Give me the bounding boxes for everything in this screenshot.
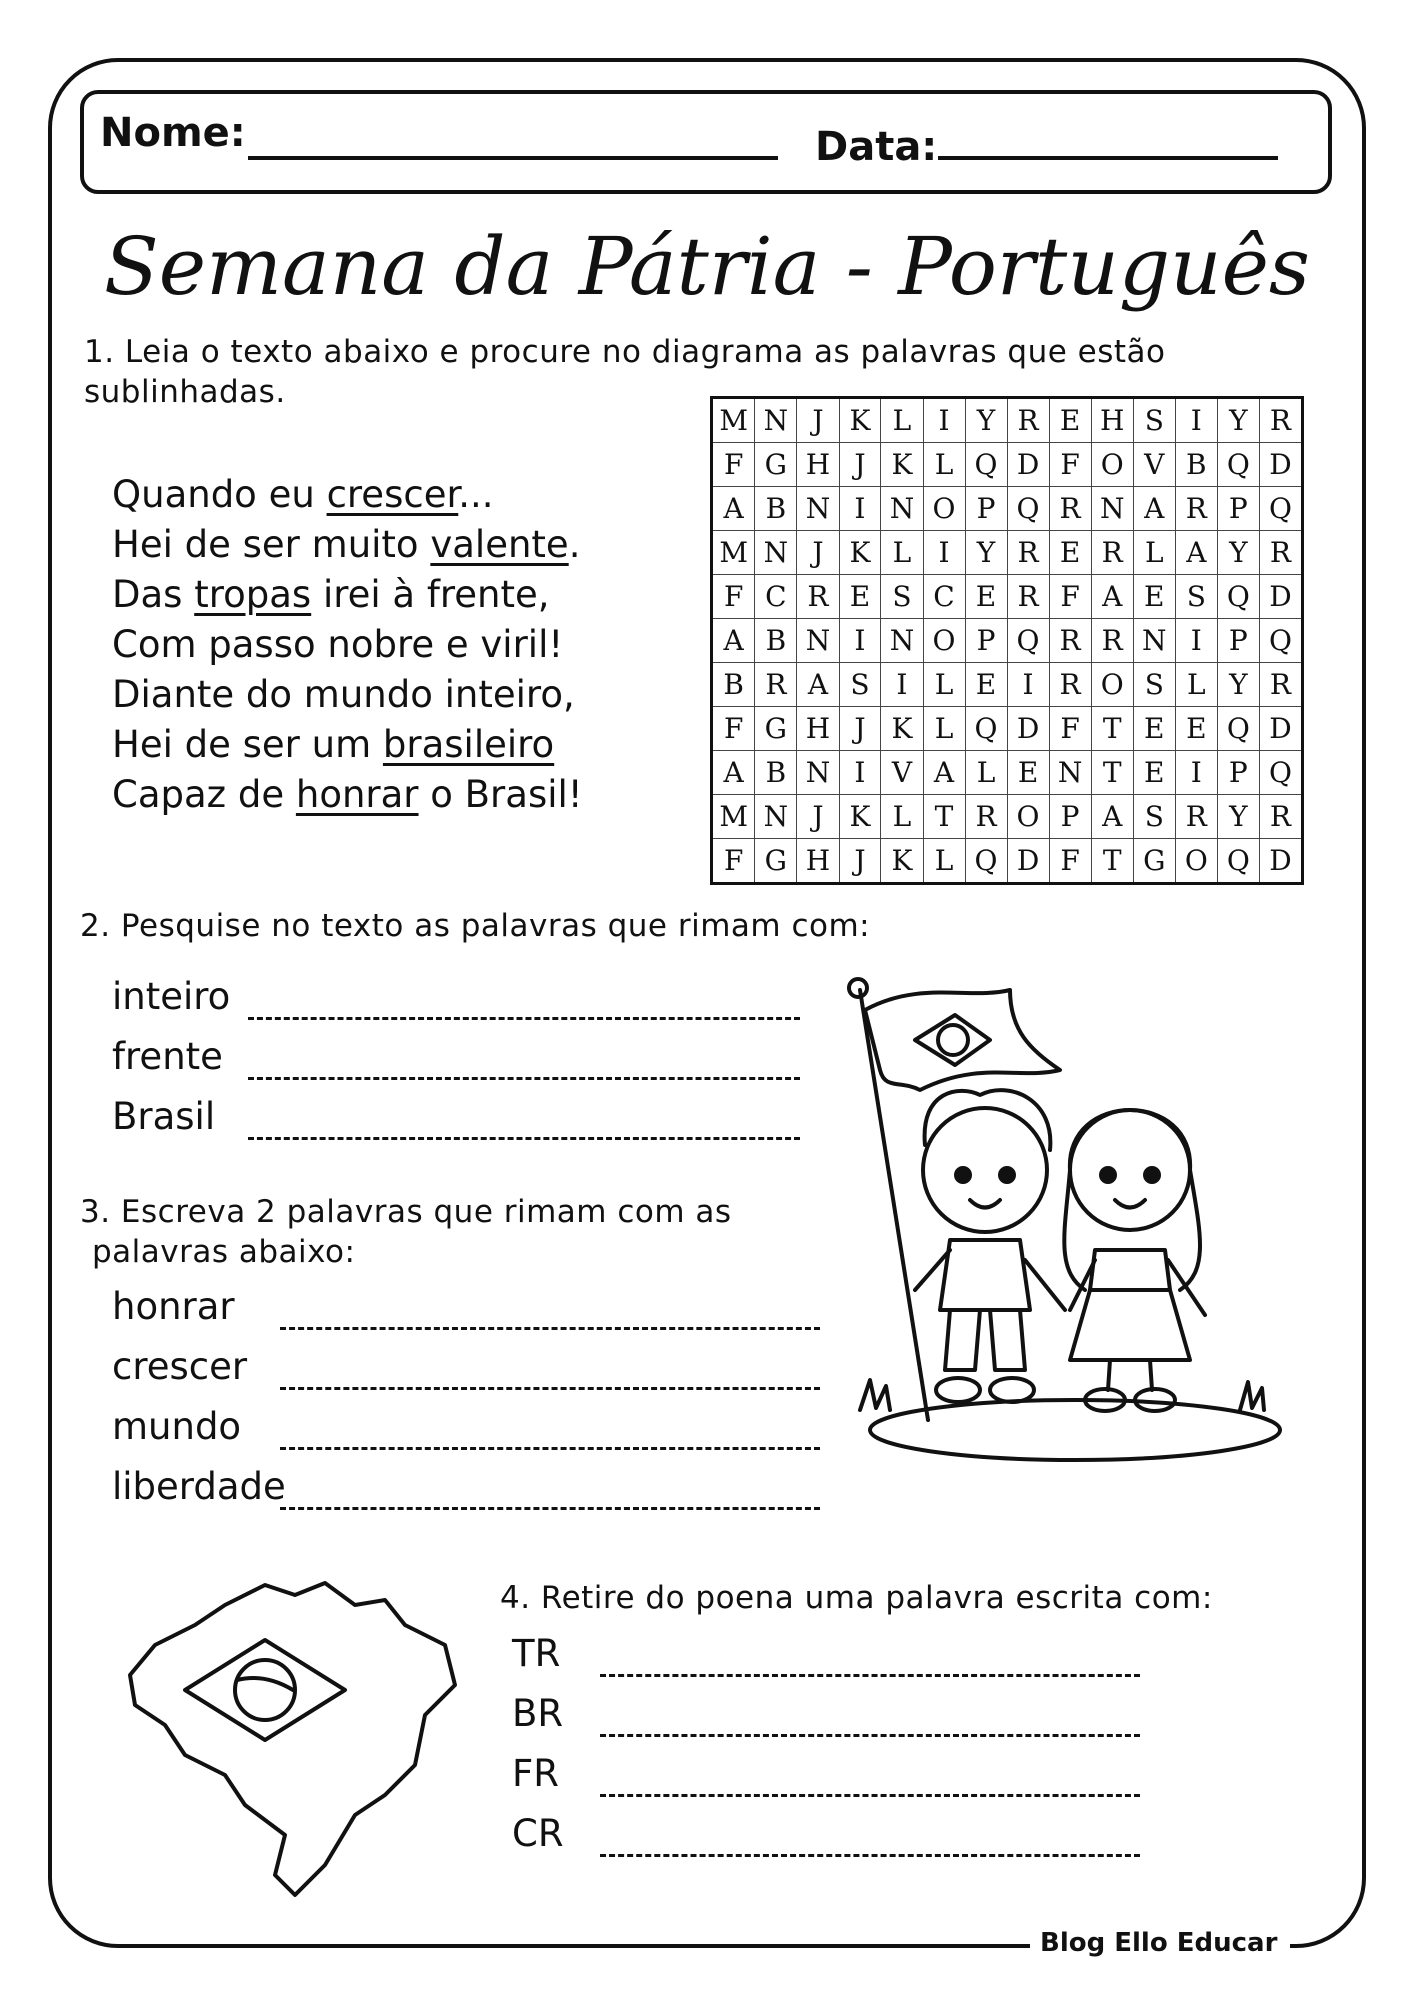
- grid-letter[interactable]: A: [1091, 795, 1133, 839]
- grid-letter[interactable]: R: [1091, 531, 1133, 575]
- q3-word-label: liberdade: [112, 1465, 286, 1508]
- grid-letter[interactable]: Q: [965, 443, 1007, 487]
- q1-instruction: 1. Leia o texto abaixo e procure no diagrama as palavras que estão sublinhadas.: [84, 334, 1166, 410]
- grid-letter[interactable]: C: [755, 575, 797, 619]
- grid-letter[interactable]: I: [1175, 751, 1217, 795]
- grid-letter[interactable]: L: [1133, 531, 1175, 575]
- grid-letter[interactable]: F: [712, 575, 755, 619]
- grid-letter[interactable]: R: [1259, 663, 1302, 707]
- grid-letter[interactable]: T: [1091, 707, 1133, 751]
- grid-row: [712, 839, 1303, 884]
- grid-letter[interactable]: A: [712, 619, 755, 663]
- grid-row: [712, 575, 1303, 619]
- grid-row: [712, 751, 1303, 795]
- grid-letter[interactable]: P: [1049, 795, 1091, 839]
- grid-letter[interactable]: I: [1175, 619, 1217, 663]
- grid-letter[interactable]: P: [1217, 751, 1259, 795]
- grid-letter[interactable]: J: [797, 398, 839, 443]
- grid-letter[interactable]: R: [1049, 487, 1091, 531]
- grid-letter[interactable]: K: [839, 398, 881, 443]
- name-field[interactable]: [248, 156, 778, 160]
- grid-letter[interactable]: A: [1133, 487, 1175, 531]
- grid-letter[interactable]: I: [923, 398, 965, 443]
- grid-letter[interactable]: M: [712, 795, 755, 839]
- q4-prefix-label: FR: [512, 1752, 559, 1795]
- grid-letter[interactable]: F: [1049, 575, 1091, 619]
- poem-text: irei à frente,: [311, 573, 550, 616]
- grid-letter[interactable]: A: [923, 751, 965, 795]
- underlined-word: honrar: [295, 773, 419, 816]
- underlined-word: tropas: [194, 573, 312, 616]
- grid-letter[interactable]: M: [712, 398, 755, 443]
- poem-text: Hei de ser muito: [112, 523, 431, 566]
- poem-line: [112, 720, 583, 770]
- grid-letter[interactable]: A: [712, 487, 755, 531]
- grid-letter[interactable]: E: [1133, 751, 1175, 795]
- grid-letter[interactable]: R: [1007, 531, 1049, 575]
- underlined-word: brasileiro: [382, 723, 555, 766]
- grid-letter[interactable]: B: [1175, 443, 1217, 487]
- grid-letter[interactable]: E: [1175, 707, 1217, 751]
- grid-letter[interactable]: E: [1133, 575, 1175, 619]
- grid-letter[interactable]: K: [881, 839, 923, 884]
- grid-letter[interactable]: N: [755, 531, 797, 575]
- grid-letter[interactable]: L: [881, 398, 923, 443]
- grid-letter[interactable]: F: [712, 707, 755, 751]
- poem-line: [112, 520, 583, 570]
- grid-letter[interactable]: D: [1259, 575, 1302, 619]
- grid-row: [712, 487, 1303, 531]
- grid-row: [712, 531, 1303, 575]
- grid-letter[interactable]: L: [923, 443, 965, 487]
- grid-letter[interactable]: Y: [965, 398, 1007, 443]
- footer-credit: Blog Ello Educar: [1040, 1928, 1278, 1958]
- header-box: [80, 90, 1332, 194]
- grid-letter[interactable]: N: [1133, 619, 1175, 663]
- grid-letter[interactable]: I: [881, 663, 923, 707]
- grid-letter[interactable]: P: [965, 487, 1007, 531]
- q4-prefix-answer-line[interactable]: [600, 1734, 1140, 1737]
- grid-letter[interactable]: M: [712, 531, 755, 575]
- q4-instruction: 4. Retire do poena uma palavra escrita com:: [500, 1580, 1213, 1616]
- grid-letter[interactable]: L: [965, 751, 1007, 795]
- grid-letter[interactable]: O: [923, 487, 965, 531]
- grid-letter[interactable]: J: [797, 531, 839, 575]
- grid-letter[interactable]: R: [1175, 795, 1217, 839]
- grid-letter[interactable]: R: [1259, 531, 1302, 575]
- grid-row: [712, 707, 1303, 751]
- grid-letter[interactable]: Q: [1259, 751, 1302, 795]
- grid-letter[interactable]: N: [797, 751, 839, 795]
- grid-letter[interactable]: B: [755, 619, 797, 663]
- grid-row: [712, 619, 1303, 663]
- q4-prefix-label: TR: [512, 1632, 561, 1675]
- poem-text: o Brasil!: [418, 773, 583, 816]
- poem-line: [112, 470, 583, 520]
- grid-letter[interactable]: R: [797, 575, 839, 619]
- grid-letter[interactable]: K: [839, 795, 881, 839]
- grid-letter[interactable]: Q: [1217, 707, 1259, 751]
- grid-row: [712, 398, 1303, 443]
- grid-letter[interactable]: R: [965, 795, 1007, 839]
- grid-letter[interactable]: V: [1133, 443, 1175, 487]
- q2-word-label: inteiro: [112, 975, 231, 1018]
- children-flag-illustration: [840, 970, 1290, 1470]
- grid-letter[interactable]: O: [1007, 795, 1049, 839]
- q2-word-answer-line[interactable]: [248, 1137, 800, 1140]
- date-field[interactable]: [938, 156, 1278, 160]
- grid-letter[interactable]: B: [755, 487, 797, 531]
- grid-letter[interactable]: E: [965, 575, 1007, 619]
- grid-letter[interactable]: S: [1175, 575, 1217, 619]
- grid-letter[interactable]: C: [923, 575, 965, 619]
- q2-word-label: frente: [112, 1035, 223, 1078]
- q2-word-label: Brasil: [112, 1095, 216, 1138]
- q3-word-answer-line[interactable]: [280, 1387, 820, 1390]
- poem-text: Das: [112, 573, 195, 616]
- q3-word-answer-line[interactable]: [280, 1327, 820, 1330]
- q3-word-label: mundo: [112, 1405, 242, 1448]
- grid-letter[interactable]: Y: [965, 531, 1007, 575]
- q3-word-label: honrar: [112, 1285, 235, 1328]
- grid-letter[interactable]: L: [923, 839, 965, 884]
- grid-letter[interactable]: D: [1259, 443, 1302, 487]
- grid-letter[interactable]: D: [1259, 707, 1302, 751]
- q3-word-label: crescer: [112, 1345, 248, 1388]
- poem-line: [112, 620, 583, 670]
- grid-letter[interactable]: L: [1175, 663, 1217, 707]
- grid-letter[interactable]: K: [881, 443, 923, 487]
- grid-letter[interactable]: R: [755, 663, 797, 707]
- q3-word-answer-line[interactable]: [280, 1507, 820, 1510]
- poem-text: ...: [458, 473, 494, 516]
- grid-row: [712, 663, 1303, 707]
- grid-letter[interactable]: R: [1007, 575, 1049, 619]
- grid-letter[interactable]: F: [1049, 839, 1091, 884]
- q2-word-answer-line[interactable]: [248, 1017, 800, 1020]
- grid-letter[interactable]: Q: [1217, 575, 1259, 619]
- grid-letter[interactable]: Q: [1007, 619, 1049, 663]
- poem-line: [112, 570, 583, 620]
- grid-letter[interactable]: O: [1091, 663, 1133, 707]
- grid-letter[interactable]: G: [755, 443, 797, 487]
- q4-prefix-answer-line[interactable]: [600, 1794, 1140, 1797]
- q2-word-answer-line[interactable]: [248, 1077, 800, 1080]
- grid-letter[interactable]: T: [923, 795, 965, 839]
- grid-letter[interactable]: A: [712, 751, 755, 795]
- grid-letter[interactable]: P: [1217, 487, 1259, 531]
- q4-prefix-answer-line[interactable]: [600, 1854, 1140, 1857]
- grid-letter[interactable]: N: [881, 487, 923, 531]
- grid-letter[interactable]: P: [1217, 619, 1259, 663]
- q4-prefix-label: CR: [512, 1812, 564, 1855]
- grid-letter[interactable]: B: [755, 751, 797, 795]
- grid-letter[interactable]: S: [1133, 398, 1175, 443]
- grid-letter[interactable]: E: [839, 575, 881, 619]
- grid-letter[interactable]: E: [1049, 398, 1091, 443]
- grid-letter[interactable]: F: [712, 839, 755, 884]
- q3-word-answer-line[interactable]: [280, 1447, 820, 1450]
- poem-text: Diante do mundo inteiro,: [112, 673, 575, 716]
- grid-letter[interactable]: I: [839, 751, 881, 795]
- grid-letter[interactable]: L: [881, 795, 923, 839]
- poem-text: Com passo nobre e viril!: [112, 623, 564, 666]
- grid-letter[interactable]: J: [839, 443, 881, 487]
- grid-letter[interactable]: Y: [1217, 398, 1259, 443]
- underlined-word: crescer: [326, 473, 459, 516]
- q4-prefix-answer-line[interactable]: [600, 1674, 1140, 1677]
- grid-letter[interactable]: D: [1007, 707, 1049, 751]
- grid-letter[interactable]: S: [1133, 795, 1175, 839]
- grid-letter[interactable]: Q: [1217, 443, 1259, 487]
- poem: [112, 470, 583, 820]
- grid-letter[interactable]: Y: [1217, 795, 1259, 839]
- grid-letter[interactable]: N: [755, 795, 797, 839]
- grid-letter[interactable]: R: [1091, 619, 1133, 663]
- grid-letter[interactable]: K: [881, 707, 923, 751]
- grid-letter[interactable]: Q: [965, 707, 1007, 751]
- grid-letter[interactable]: I: [1007, 663, 1049, 707]
- grid-letter[interactable]: R: [1259, 795, 1302, 839]
- grid-letter[interactable]: N: [881, 619, 923, 663]
- grid-letter[interactable]: Q: [1217, 839, 1259, 884]
- grid-letter[interactable]: E: [965, 663, 1007, 707]
- grid-letter[interactable]: T: [1091, 839, 1133, 884]
- page-title: Semana da Pátria - Português: [104, 220, 1310, 313]
- grid-letter[interactable]: N: [797, 619, 839, 663]
- grid-letter[interactable]: J: [839, 839, 881, 884]
- grid-letter[interactable]: O: [923, 619, 965, 663]
- grid-letter[interactable]: S: [839, 663, 881, 707]
- grid-letter[interactable]: R: [1175, 487, 1217, 531]
- poem-text: Quando eu: [112, 473, 327, 516]
- grid-letter[interactable]: A: [797, 663, 839, 707]
- grid-letter[interactable]: O: [1091, 443, 1133, 487]
- grid-letter[interactable]: F: [1049, 707, 1091, 751]
- grid-letter[interactable]: Q: [1259, 619, 1302, 663]
- grid-letter[interactable]: Q: [1007, 487, 1049, 531]
- grid-letter[interactable]: R: [1049, 619, 1091, 663]
- grid-letter[interactable]: D: [1007, 839, 1049, 884]
- grid-letter[interactable]: Y: [1217, 663, 1259, 707]
- grid-letter[interactable]: N: [1091, 487, 1133, 531]
- grid-letter[interactable]: N: [1049, 751, 1091, 795]
- grid-letter[interactable]: R: [1259, 398, 1302, 443]
- date-label: Data:: [815, 124, 938, 170]
- grid-letter[interactable]: R: [1007, 398, 1049, 443]
- grid-letter[interactable]: A: [1175, 531, 1217, 575]
- grid-letter[interactable]: K: [839, 531, 881, 575]
- grid-letter[interactable]: N: [797, 487, 839, 531]
- q2-instruction: 2. Pesquise no texto as palavras que rimam com:: [80, 908, 871, 944]
- grid-letter[interactable]: G: [1133, 839, 1175, 884]
- name-label: Nome:: [100, 110, 246, 156]
- grid-letter[interactable]: N: [755, 398, 797, 443]
- poem-text: Hei de ser um: [112, 723, 383, 766]
- grid-letter[interactable]: H: [797, 707, 839, 751]
- grid-letter[interactable]: H: [797, 443, 839, 487]
- grid-letter[interactable]: S: [1133, 663, 1175, 707]
- grid-letter[interactable]: F: [712, 443, 755, 487]
- grid-letter[interactable]: O: [1175, 839, 1217, 884]
- word-search-grid: [710, 396, 1304, 885]
- grid-letter[interactable]: L: [923, 707, 965, 751]
- grid-letter[interactable]: I: [923, 531, 965, 575]
- grid-letter[interactable]: P: [965, 619, 1007, 663]
- grid-letter[interactable]: E: [1133, 707, 1175, 751]
- grid-letter[interactable]: T: [1091, 751, 1133, 795]
- grid-letter[interactable]: D: [1007, 443, 1049, 487]
- grid-letter[interactable]: I: [839, 487, 881, 531]
- grid-letter[interactable]: J: [839, 707, 881, 751]
- grid-letter[interactable]: Q: [965, 839, 1007, 884]
- grid-letter[interactable]: E: [1007, 751, 1049, 795]
- grid-letter[interactable]: D: [1259, 839, 1302, 884]
- grid-letter[interactable]: L: [923, 663, 965, 707]
- grid-letter[interactable]: R: [1049, 663, 1091, 707]
- poem-text: Capaz de: [112, 773, 296, 816]
- grid-letter[interactable]: H: [797, 839, 839, 884]
- grid-letter[interactable]: G: [755, 707, 797, 751]
- poem-text: .: [568, 523, 581, 566]
- q4-prefix-label: BR: [512, 1692, 564, 1735]
- grid-letter[interactable]: H: [1091, 398, 1133, 443]
- poem-line: [112, 670, 583, 720]
- q3-instruction-line2: palavras abaixo:: [92, 1234, 356, 1270]
- grid-letter[interactable]: Q: [1259, 487, 1302, 531]
- grid-letter[interactable]: I: [839, 619, 881, 663]
- grid-letter[interactable]: J: [797, 795, 839, 839]
- poem-line: [112, 770, 583, 820]
- grid-letter[interactable]: A: [1091, 575, 1133, 619]
- underlined-word: valente: [430, 523, 569, 566]
- grid-letter[interactable]: E: [1049, 531, 1091, 575]
- grid-row: [712, 443, 1303, 487]
- grid-letter[interactable]: Y: [1217, 531, 1259, 575]
- grid-letter[interactable]: G: [755, 839, 797, 884]
- grid-letter[interactable]: F: [1049, 443, 1091, 487]
- grid-letter[interactable]: I: [1175, 398, 1217, 443]
- grid-letter[interactable]: B: [712, 663, 755, 707]
- grid-letter[interactable]: V: [881, 751, 923, 795]
- q3-instruction-line1: 3. Escreva 2 palavras que rimam com as: [80, 1194, 732, 1230]
- grid-row: [712, 795, 1303, 839]
- brazil-map-illustration: [125, 1565, 465, 1905]
- grid-letter[interactable]: S: [881, 575, 923, 619]
- grid-letter[interactable]: L: [881, 531, 923, 575]
